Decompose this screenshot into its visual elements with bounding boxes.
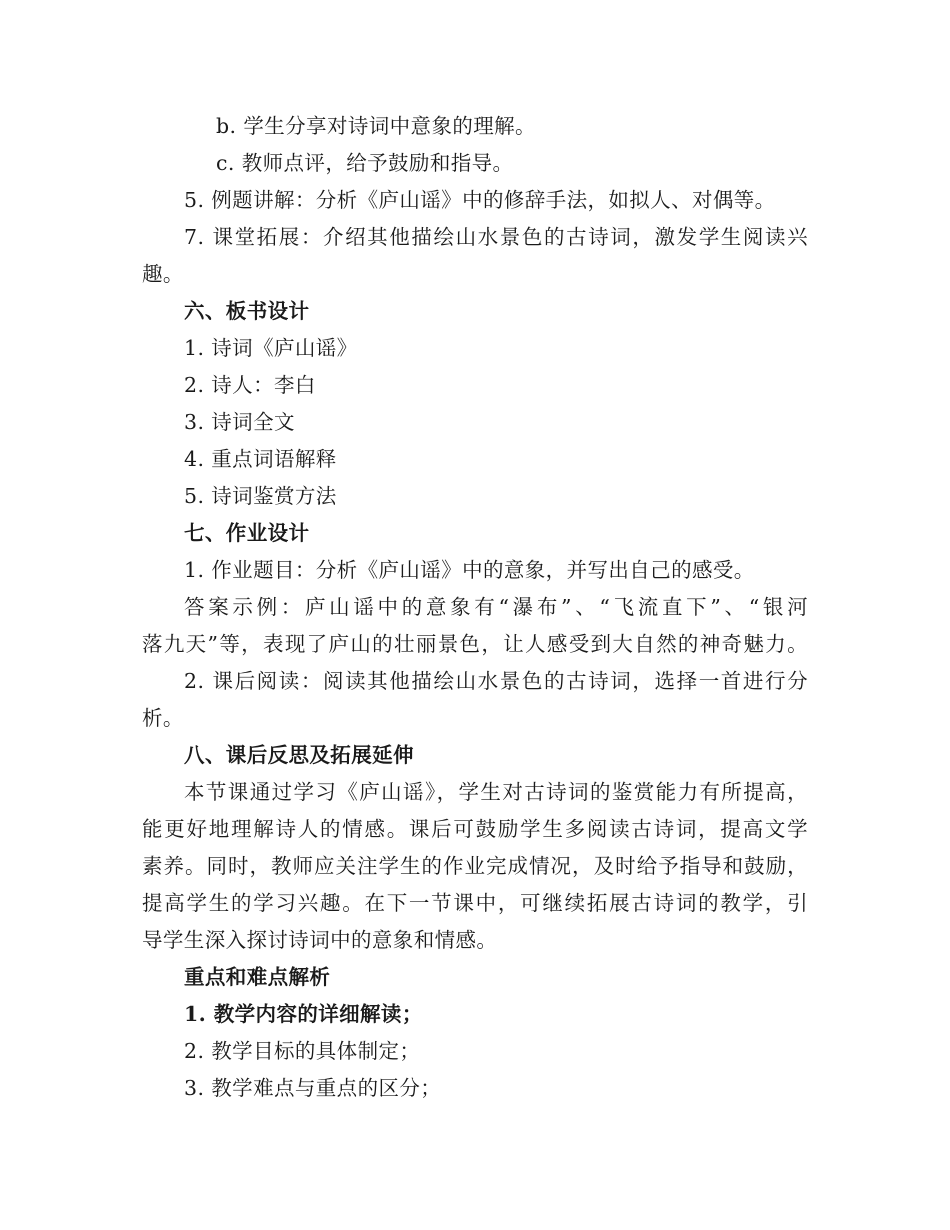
- board-item-5: 5. 诗词鉴赏方法: [184, 484, 337, 508]
- list-item-5: 5. 例题讲解：分析《庐山谣》中的修辞手法，如拟人、对偶等。: [184, 188, 776, 212]
- list-item-7: 7. 课堂拓展：介绍其他描绘山水景色的古诗词，激发学生阅读兴: [184, 225, 808, 249]
- reflection-paragraph-line-5: 导学生深入探讨诗词中的意象和情感。: [142, 928, 498, 952]
- section-heading-7: 七、作业设计: [184, 521, 310, 545]
- answer-example-continued: 落九天”等，表现了庐山的壮丽景色，让人感受到大自然的神奇魅力。: [142, 632, 808, 656]
- reflection-paragraph-line-1: 本节课通过学习《庐山谣》，学生对古诗词的鉴赏能力有所提高，: [184, 780, 808, 804]
- reflection-paragraph-line-4: 提高学生的学习兴趣。在下一节课中，可继续拓展古诗词的教学，引: [142, 891, 808, 915]
- board-item-4: 4. 重点词语解释: [184, 447, 337, 471]
- key-point-item-3: 3. 教学难点与重点的区分；: [184, 1076, 442, 1100]
- answer-example: 答案示例：庐山谣中的意象有“瀑布”、“飞流直下”、“银河: [184, 595, 808, 619]
- list-item-7-continued: 趣。: [142, 262, 184, 286]
- section-heading-key-points: 重点和难点解析: [184, 965, 331, 989]
- key-point-item-2: 2. 教学目标的具体制定；: [184, 1039, 421, 1063]
- homework-item-2: 2. 课后阅读：阅读其他描绘山水景色的古诗词，选择一首进行分: [184, 669, 808, 693]
- section-heading-6: 六、板书设计: [184, 299, 310, 323]
- board-item-3: 3. 诗词全文: [184, 410, 295, 434]
- key-point-item-1: 1. 教学内容的详细解读；: [184, 1002, 423, 1026]
- reflection-paragraph-line-3: 素养。同时，教师应关注学生的作业完成情况，及时给予指导和鼓励，: [142, 854, 808, 878]
- list-item-c: c. 教师点评，给予鼓励和指导。: [216, 151, 514, 175]
- board-item-2: 2. 诗人：李白: [184, 373, 316, 397]
- section-heading-8: 八、课后反思及拓展延伸: [184, 743, 414, 767]
- board-item-1: 1. 诗词《庐山谣》: [184, 336, 358, 360]
- homework-item-2-continued: 析。: [142, 706, 184, 730]
- homework-item-1: 1. 作业题目：分析《庐山谣》中的意象，并写出自己的感受。: [184, 558, 755, 582]
- reflection-paragraph-line-2: 能更好地理解诗人的情感。课后可鼓励学生多阅读古诗词，提高文学: [142, 817, 808, 841]
- list-item-b: b. 学生分享对诗词中意象的理解。: [216, 114, 536, 138]
